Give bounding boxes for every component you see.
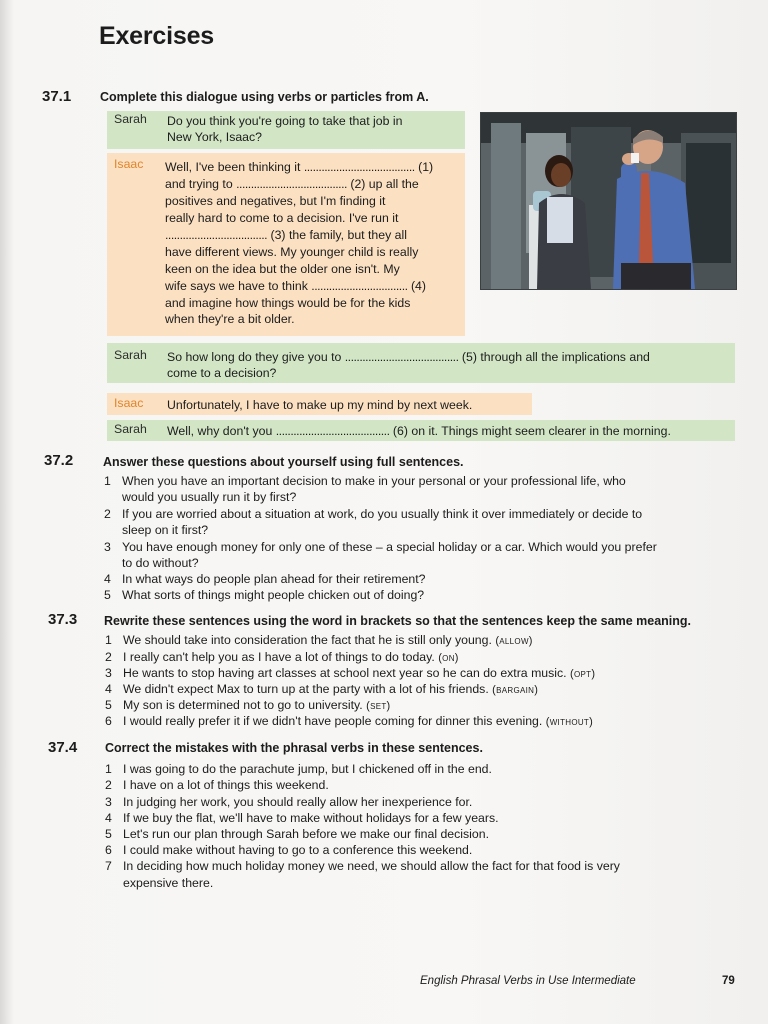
dialogue-line: Well, I've been thinking it ...................................... (1): [165, 160, 434, 174]
speaker-label: Sarah: [114, 348, 147, 362]
page: Exercises 37.1 Complete this dialogue using verbs or particles from A. Sarah Do you think you're going to take that job in New York, Isaac? Isaac Well, I've been thinking it ...................................... (1) and trying to ...................................... (2) up all the positives and negatives, but I'm finding it really hard to come to a decision. I've run it ................................... (3) the family, but they all have different views. My younger child is really keen on the idea but the older one isn't. My wife says we have to think ................................. (4) and imagine how things would be for the kids when they're a bit older. Sarah So how long do they give you to ....................................... (5) through all the implications and come to a decision? Isaac Unfortunately, I have to make up my mind by next week. Sarah Well, why don't you ....................................... (6) on it. Things might seem clearer in the morning. 37.2 Answer these questions about yourself using full sentences. 1 When you have an important decision to make in your personal or your professional life, who would you usually run it by first? 2 If you are worried about a situation at work, do you usually think it over immediately or decide to sleep on it first? 3 You have enough money for only one of these – a special holiday or a car. Which would you prefer to do without? 4 In what ways do people plan ahead for their retirement? 5 What sorts of things might people chicken out of doing? 37.3 Rewrite these sentences using the word in brackets so that the sentences keep the same meaning. 1 We should take into consideration the fact that he is still only young. (allow) 2 I really can't help you as I have a lot of things to do today. (on) 3 He wants to stop having art classes at school next year so he can do extra music. (opt) 4 We didn't expect Max to turn up at the party with a lot of his friends. (bargain) 5 My son is determined not to go to university. (set) 6 I would really prefer it if we didn't have people coming for dinner this evening. (without) 37.4 Correct the mistakes with the phrasal verbs in these sentences. 1 I was going to do the parachute jump, but I chickened off in the end. 2 I have on a lot of things this weekend. 3 In judging her work, you should really allow her inexperience for. 4 If we buy the flat, we'll have to make without holidays for a few years. 5 Let's run our plan through Sarah before we make our final decision. 6 I could make without having to go to a conference this weekend. 7 In deciding how much holiday money we need, we should allow the fact for that food is very expensive there. English Phrasal Verbs in Use Intermediate 79: [0, 0, 768, 1024]
dialogue-line: and trying to ...................................... (2) up all the: [165, 177, 419, 191]
dialogue-line: when they're a bit older.: [165, 312, 295, 326]
speaker-label: Sarah: [114, 112, 147, 126]
photo-illustration: [481, 113, 736, 289]
exercise-instruction: Answer these questions about yourself using full sentences.: [103, 455, 464, 469]
dialogue-line: Well, why don't you ....................................... (6) on it. Things might seem clearer in the morning.: [167, 424, 671, 438]
dialogue-line: and imagine how things would be for the kids: [165, 296, 411, 310]
dialogue-line: So how long do they give you to ....................................... (5) through all the implications and: [167, 350, 650, 364]
exercise-instruction: Complete this dialogue using verbs or particles from A.: [100, 90, 429, 104]
page-number: 79: [722, 975, 735, 987]
dialogue-line: positives and negatives, but I'm finding it: [165, 194, 386, 208]
dialogue-line: Do you think you're going to take that job in: [167, 114, 403, 128]
dialogue-line: keen on the idea but the older one isn't. My: [165, 262, 400, 276]
speaker-label: Sarah: [114, 422, 147, 436]
book-title-footer: English Phrasal Verbs in Use Intermediate: [420, 975, 636, 987]
dialogue-line: have different views. My younger child is really: [165, 245, 419, 259]
dialogue-line: wife says we have to think ................................. (4): [165, 279, 426, 293]
dialogue-line: New York, Isaac?: [167, 130, 263, 144]
dialogue-line: really hard to come to a decision. I've run it: [165, 211, 399, 225]
dialogue-line: ................................... (3) the family, but they all: [165, 228, 407, 242]
speaker-label: Isaac: [114, 396, 144, 410]
dialogue-line: Unfortunately, I have to make up my mind by next week.: [167, 398, 473, 412]
office-photo: [480, 112, 737, 290]
dialogue-line: come to a decision?: [167, 366, 277, 380]
exercise-number: 37.1: [42, 88, 72, 105]
page-title: Exercises: [99, 22, 214, 50]
exercise-number: 37.3: [48, 611, 78, 628]
exercise-number: 37.2: [44, 452, 74, 469]
speaker-label: Isaac: [114, 157, 144, 171]
exercise-number: 37.4: [48, 739, 78, 756]
exercise-instruction: Correct the mistakes with the phrasal verbs in these sentences.: [105, 741, 483, 755]
exercise-instruction: Rewrite these sentences using the word in brackets so that the sentences keep the same meaning.: [104, 614, 691, 628]
